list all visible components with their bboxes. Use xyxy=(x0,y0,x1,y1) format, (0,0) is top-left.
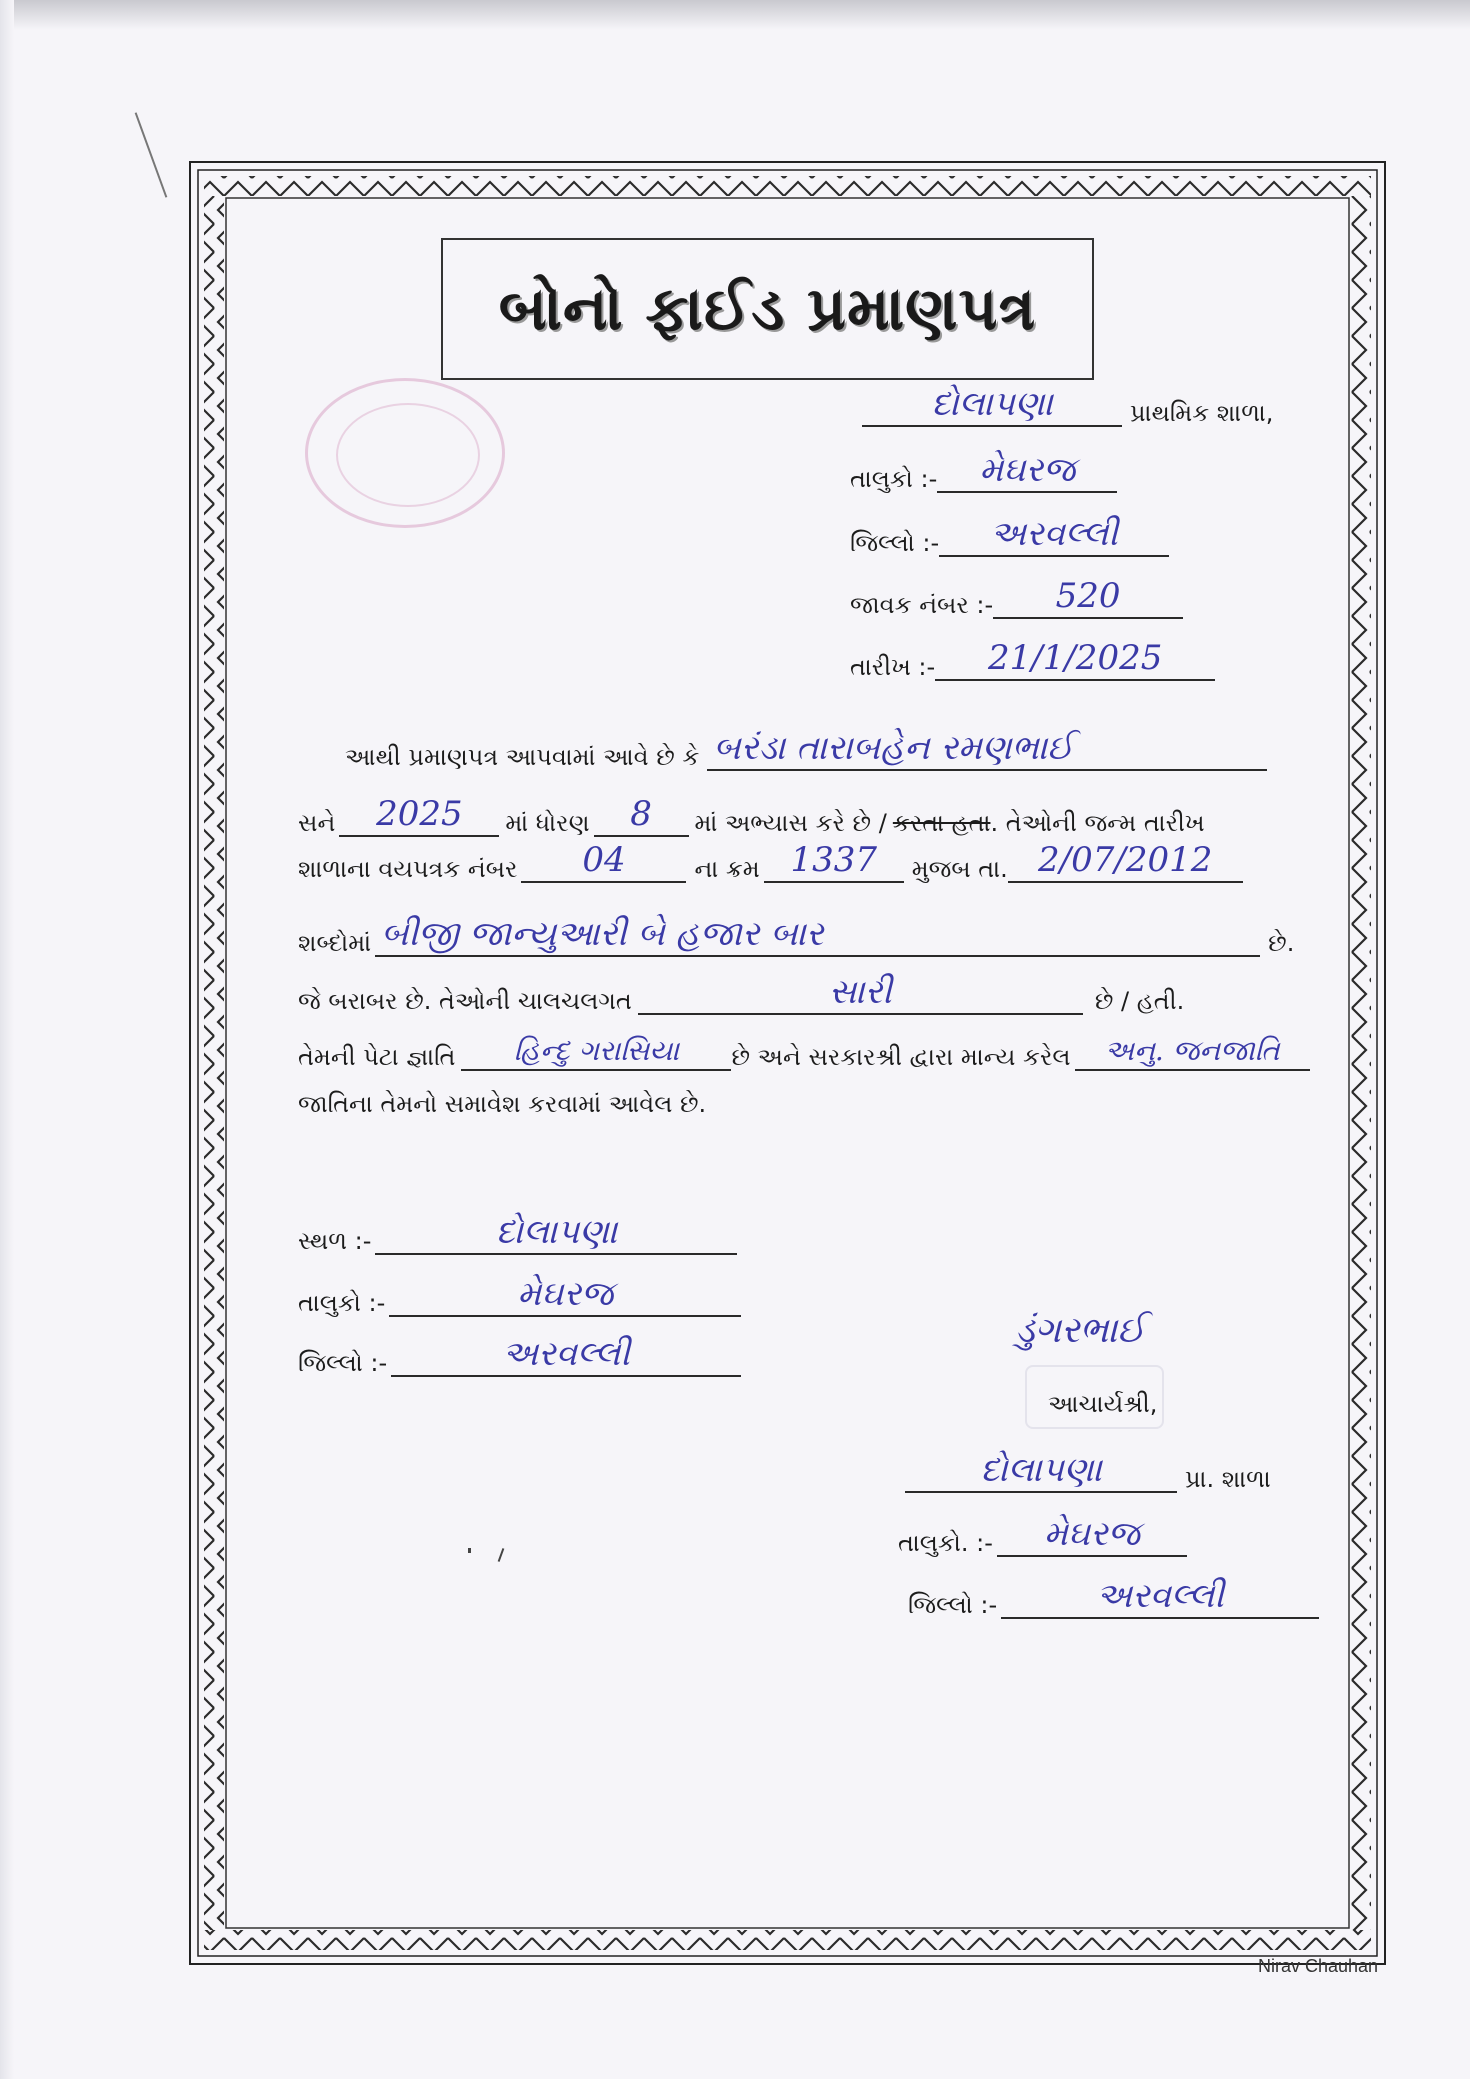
conduct-suffix: છે / હતી. xyxy=(1094,987,1185,1016)
title-box xyxy=(441,238,1094,380)
signatory-school-value: દોલાપણા xyxy=(905,1452,1177,1493)
register-value: 04 xyxy=(521,842,686,883)
standard-value: 8 xyxy=(594,796,689,837)
year-value: 2025 xyxy=(339,796,499,837)
serial-value: 1337 xyxy=(764,842,904,883)
principal-signature: ડુંગરભાઈ xyxy=(1015,1310,1146,1351)
school-seal xyxy=(305,378,505,528)
signatory-title-row xyxy=(1048,1390,1157,1418)
place-row xyxy=(298,1214,737,1255)
place-label: સ્થળ :- xyxy=(298,1227,372,1256)
body-line-3 xyxy=(298,842,1243,883)
signatory-district-row xyxy=(908,1578,1319,1619)
body-line-4 xyxy=(298,916,1294,957)
header-district-row xyxy=(850,516,1169,557)
signatory-district-label: જિલ્લો :- xyxy=(908,1591,998,1620)
body-line-6 xyxy=(298,1036,1310,1071)
header-outward-label: જાવક નંબર :- xyxy=(850,591,994,620)
struck-text: કરતા હતા xyxy=(892,809,991,838)
header-district-label: જિલ્લો :- xyxy=(850,529,940,558)
signatory-taluka-label: તાલુકો. :- xyxy=(898,1529,993,1558)
words-prefix: શબ્દોમાં xyxy=(298,929,372,958)
header-school-row xyxy=(862,386,1273,427)
dob-value: 2/07/2012 xyxy=(1008,842,1243,883)
place-value: દોલાપણા xyxy=(375,1214,737,1255)
dob-prefix: મુજબ તા. xyxy=(911,855,1008,884)
footer-credit: Nirav Chauhan xyxy=(1258,1956,1379,1976)
place-district-row xyxy=(298,1336,741,1377)
standard-prefix: માં ધોરણ xyxy=(505,809,590,838)
place-district-label: જિલ્લો :- xyxy=(298,1349,388,1378)
subcaste-middle: છે અને સરકારશ્રી દ્વારા માન્ય કરેલ xyxy=(731,1042,1071,1071)
signatory-taluka-value: મેઘરજ xyxy=(997,1516,1187,1557)
body-line-2 xyxy=(298,796,1205,837)
birth-text: . તેઓની જન્મ તારીખ xyxy=(990,809,1205,838)
place-taluka-value: મેઘરજ xyxy=(389,1276,741,1317)
header-district-value: અરવલ્લી xyxy=(939,516,1169,557)
intro-text: આથી પ્રમાણપત્ર આપવામાં આવે છે કે xyxy=(345,743,700,772)
signatory-taluka-row xyxy=(898,1516,1187,1557)
header-school-suffix: પ્રાથમિક શાળા, xyxy=(1130,399,1274,428)
serial-prefix: ના ક્રમ xyxy=(694,855,760,884)
body-line-5 xyxy=(298,974,1184,1015)
header-school-name: દોલાપણા xyxy=(862,386,1122,427)
place-taluka-label: તાલુકો :- xyxy=(298,1289,386,1318)
header-date-label: તારીખ :- xyxy=(850,653,936,682)
subcaste-value: હિન્દુ ગરાસિયા xyxy=(461,1036,731,1071)
header-taluka-label: તાલુકો :- xyxy=(850,465,938,494)
signatory-school-row xyxy=(905,1452,1271,1493)
signatory-district-value: અરવલ્લી xyxy=(1001,1578,1319,1619)
conduct-value: સારી xyxy=(638,974,1083,1015)
place-taluka-row xyxy=(298,1276,741,1317)
header-date-value: 21/1/2025 xyxy=(935,640,1215,681)
header-taluka-value: મેઘરજ xyxy=(937,452,1117,493)
body-line-1 xyxy=(345,730,1267,771)
header-outward-row xyxy=(850,578,1183,619)
category-value: અનુ. જનજાતિ xyxy=(1075,1036,1310,1071)
signatory-school-suffix: પ્રા. શાળા xyxy=(1185,1465,1271,1494)
conduct-prefix: જે બરાબર છે. તેઓની ચાલચલગત xyxy=(298,987,632,1016)
subcaste-prefix: તેમની પેટા જ્ઞાતિ xyxy=(298,1042,456,1071)
header-taluka-row xyxy=(850,452,1117,493)
register-prefix: શાળાના વયપત્રક નંબર xyxy=(298,855,518,884)
document-title: બોનો ફાઈડ પ્રમાણપત્ર xyxy=(498,274,1037,344)
words-suffix: છે. xyxy=(1268,929,1295,958)
body-line-7 xyxy=(298,1090,706,1118)
study-text: માં અભ્યાસ કરે છે / xyxy=(694,809,887,838)
signatory-title: આચાર્યશ્રી, xyxy=(1048,1390,1158,1418)
words-value: બીજી જાન્યુઆરી બે હજાર બાર xyxy=(375,916,1260,957)
header-date-row xyxy=(850,640,1215,681)
year-prefix: સને xyxy=(298,809,336,838)
header-outward-value: 520 xyxy=(993,578,1183,619)
pen-dot xyxy=(468,1548,471,1553)
student-name: બરંડા તારાબહેન રમણભાઈ xyxy=(707,730,1267,771)
closing-line: જાતિના તેમનો સમાવેશ કરવામાં આવેલ છે. xyxy=(298,1090,707,1118)
place-district-value: અરવલ્લી xyxy=(391,1336,741,1377)
